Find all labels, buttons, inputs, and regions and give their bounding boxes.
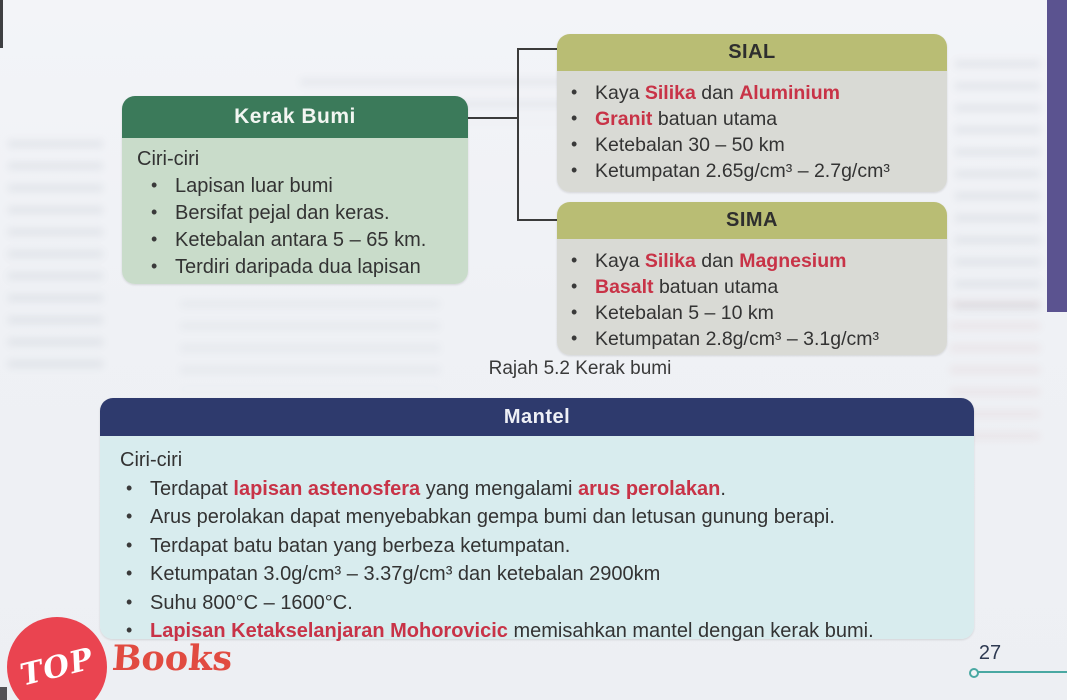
bullet-text: Kaya	[595, 82, 645, 104]
figure-caption: Rajah 5.2 Kerak bumi	[488, 358, 672, 379]
list-item	[557, 300, 941, 326]
scan-edge-artifact-bottom-left	[0, 687, 7, 700]
connector-line-from-kerak	[468, 117, 518, 119]
list-item	[557, 132, 941, 158]
highlighted-term: Aluminium	[739, 82, 840, 104]
list-item	[120, 532, 964, 561]
kerak-bumi-header	[122, 96, 468, 138]
bullet-text: Lapisan luar bumi	[175, 175, 333, 197]
bullet-text: Ketebalan 5 – 10 km	[595, 302, 774, 324]
scan-edge-artifact-top-left	[0, 0, 3, 48]
bullet-text: .	[720, 477, 726, 500]
sima-header	[557, 202, 947, 239]
bullet-text: Suhu 800°C – 1600°C.	[150, 591, 353, 614]
list-item	[557, 326, 941, 352]
mantel-list	[120, 475, 964, 646]
bullet-text: Ketebalan antara 5 – 65 km.	[175, 229, 427, 251]
bullet-icon: •	[126, 563, 133, 583]
bullet-text: Ketumpatan 3.0g/cm³ – 3.37g/cm³ dan ketebalan 2900km	[150, 563, 661, 585]
sima-body	[557, 239, 947, 355]
highlighted-term: Silika	[644, 250, 696, 272]
list-item	[557, 80, 941, 106]
sima-box	[557, 202, 947, 355]
characteristics-label: Ciri-ciri	[137, 148, 200, 170]
bullet-icon: •	[151, 202, 158, 222]
bullet-icon: •	[571, 134, 578, 154]
connector-line-to-sima	[519, 219, 557, 221]
bullet-icon: •	[151, 175, 158, 195]
logo-circle-text: TOP	[16, 641, 98, 693]
logo-name-text: Books	[110, 638, 234, 679]
bullet-icon: •	[571, 108, 578, 128]
list-item	[137, 227, 460, 254]
sial-list	[557, 80, 941, 184]
logo-circle	[7, 617, 107, 700]
bullet-text: Ketebalan 30 – 50 km	[595, 134, 785, 156]
page-number: 27	[978, 642, 1002, 664]
sial-body	[557, 71, 947, 192]
list-item	[557, 274, 941, 300]
characteristics-label: Ciri-ciri	[120, 449, 183, 471]
connector-line-to-sial	[519, 48, 557, 50]
highlighted-term: Basalt	[595, 276, 654, 298]
bullet-text: Kaya	[595, 250, 645, 272]
sima-list	[557, 248, 941, 352]
bullet-text: yang mengalami	[420, 477, 579, 500]
bullet-icon: •	[571, 302, 578, 322]
list-item	[557, 248, 941, 274]
bleedthrough-smudge-left	[8, 140, 103, 380]
list-item	[557, 106, 941, 132]
bullet-text: memisahkan mantel dengan kerak bumi.	[507, 620, 874, 642]
list-item	[137, 254, 460, 281]
kerak-bumi-title: Kerak Bumi	[234, 105, 356, 128]
bullet-icon: •	[126, 506, 133, 526]
list-item	[137, 173, 460, 200]
highlighted-term: Lapisan Ketakselanjaran Mohorovicic	[150, 620, 508, 642]
mantel-header	[100, 398, 974, 436]
bullet-text: dan	[695, 82, 740, 104]
bullet-text: Terdapat batu batan yang berbeza ketumpatan.	[150, 534, 571, 557]
bullet-icon: •	[571, 82, 578, 102]
list-item	[120, 617, 964, 646]
bullet-icon: •	[151, 229, 158, 249]
bullet-icon: •	[571, 276, 578, 296]
mantel-title: Mantel	[503, 405, 571, 428]
highlighted-term: arus perolakan	[578, 477, 721, 500]
bullet-icon: •	[126, 591, 133, 612]
bullet-text: Terdapat	[150, 477, 234, 500]
sial-header	[557, 34, 947, 71]
bullet-text: Arus perolakan dapat menyebabkan gempa bumi dan letusan gunung berapi.	[150, 506, 835, 528]
bleedthrough-smudge-right	[955, 60, 1040, 310]
bullet-icon: •	[571, 160, 578, 180]
bullet-icon: •	[126, 477, 133, 498]
bleedthrough-smudge-center	[180, 300, 440, 390]
connector-line-vertical	[517, 48, 519, 221]
highlighted-term: Silika	[644, 82, 696, 104]
kerak-bumi-list	[137, 173, 460, 281]
highlighted-term: Granit	[595, 108, 653, 130]
list-item	[120, 560, 964, 589]
page-edge-strip	[1047, 0, 1067, 312]
bullet-text: Terdiri daripada dua lapisan	[175, 256, 421, 278]
kerak-bumi-body	[122, 138, 468, 284]
bullet-text: batuan utama	[653, 276, 779, 298]
bullet-icon: •	[126, 534, 133, 555]
sial-title: SIAL	[728, 41, 776, 63]
bullet-text: Bersifat pejal dan keras.	[175, 202, 390, 224]
kerak-bumi-box	[122, 96, 468, 284]
highlighted-term: Magnesium	[739, 250, 847, 272]
bullet-text: Ketumpatan 2.65g/cm³ – 2.7g/cm³	[595, 160, 890, 182]
mantel-body	[100, 436, 974, 642]
bullet-text: batuan utama	[652, 108, 778, 130]
list-item	[120, 475, 964, 504]
bullet-text: Ketumpatan 2.8g/cm³ – 3.1g/cm³	[595, 328, 879, 350]
footer-rule-dot	[969, 668, 979, 678]
list-item	[120, 589, 964, 618]
sima-title: SIMA	[726, 209, 778, 231]
footer-rule	[974, 671, 1067, 673]
list-item	[557, 158, 941, 184]
list-item	[137, 200, 460, 227]
highlighted-term: lapisan astenosfera	[233, 477, 421, 500]
mantel-box	[100, 398, 974, 642]
list-item	[120, 503, 964, 532]
bullet-icon: •	[571, 250, 578, 270]
bullet-icon: •	[151, 256, 158, 276]
bullet-icon: •	[126, 620, 133, 640]
bullet-text: dan	[695, 250, 740, 272]
sial-box	[557, 34, 947, 192]
bullet-icon: •	[571, 328, 578, 348]
